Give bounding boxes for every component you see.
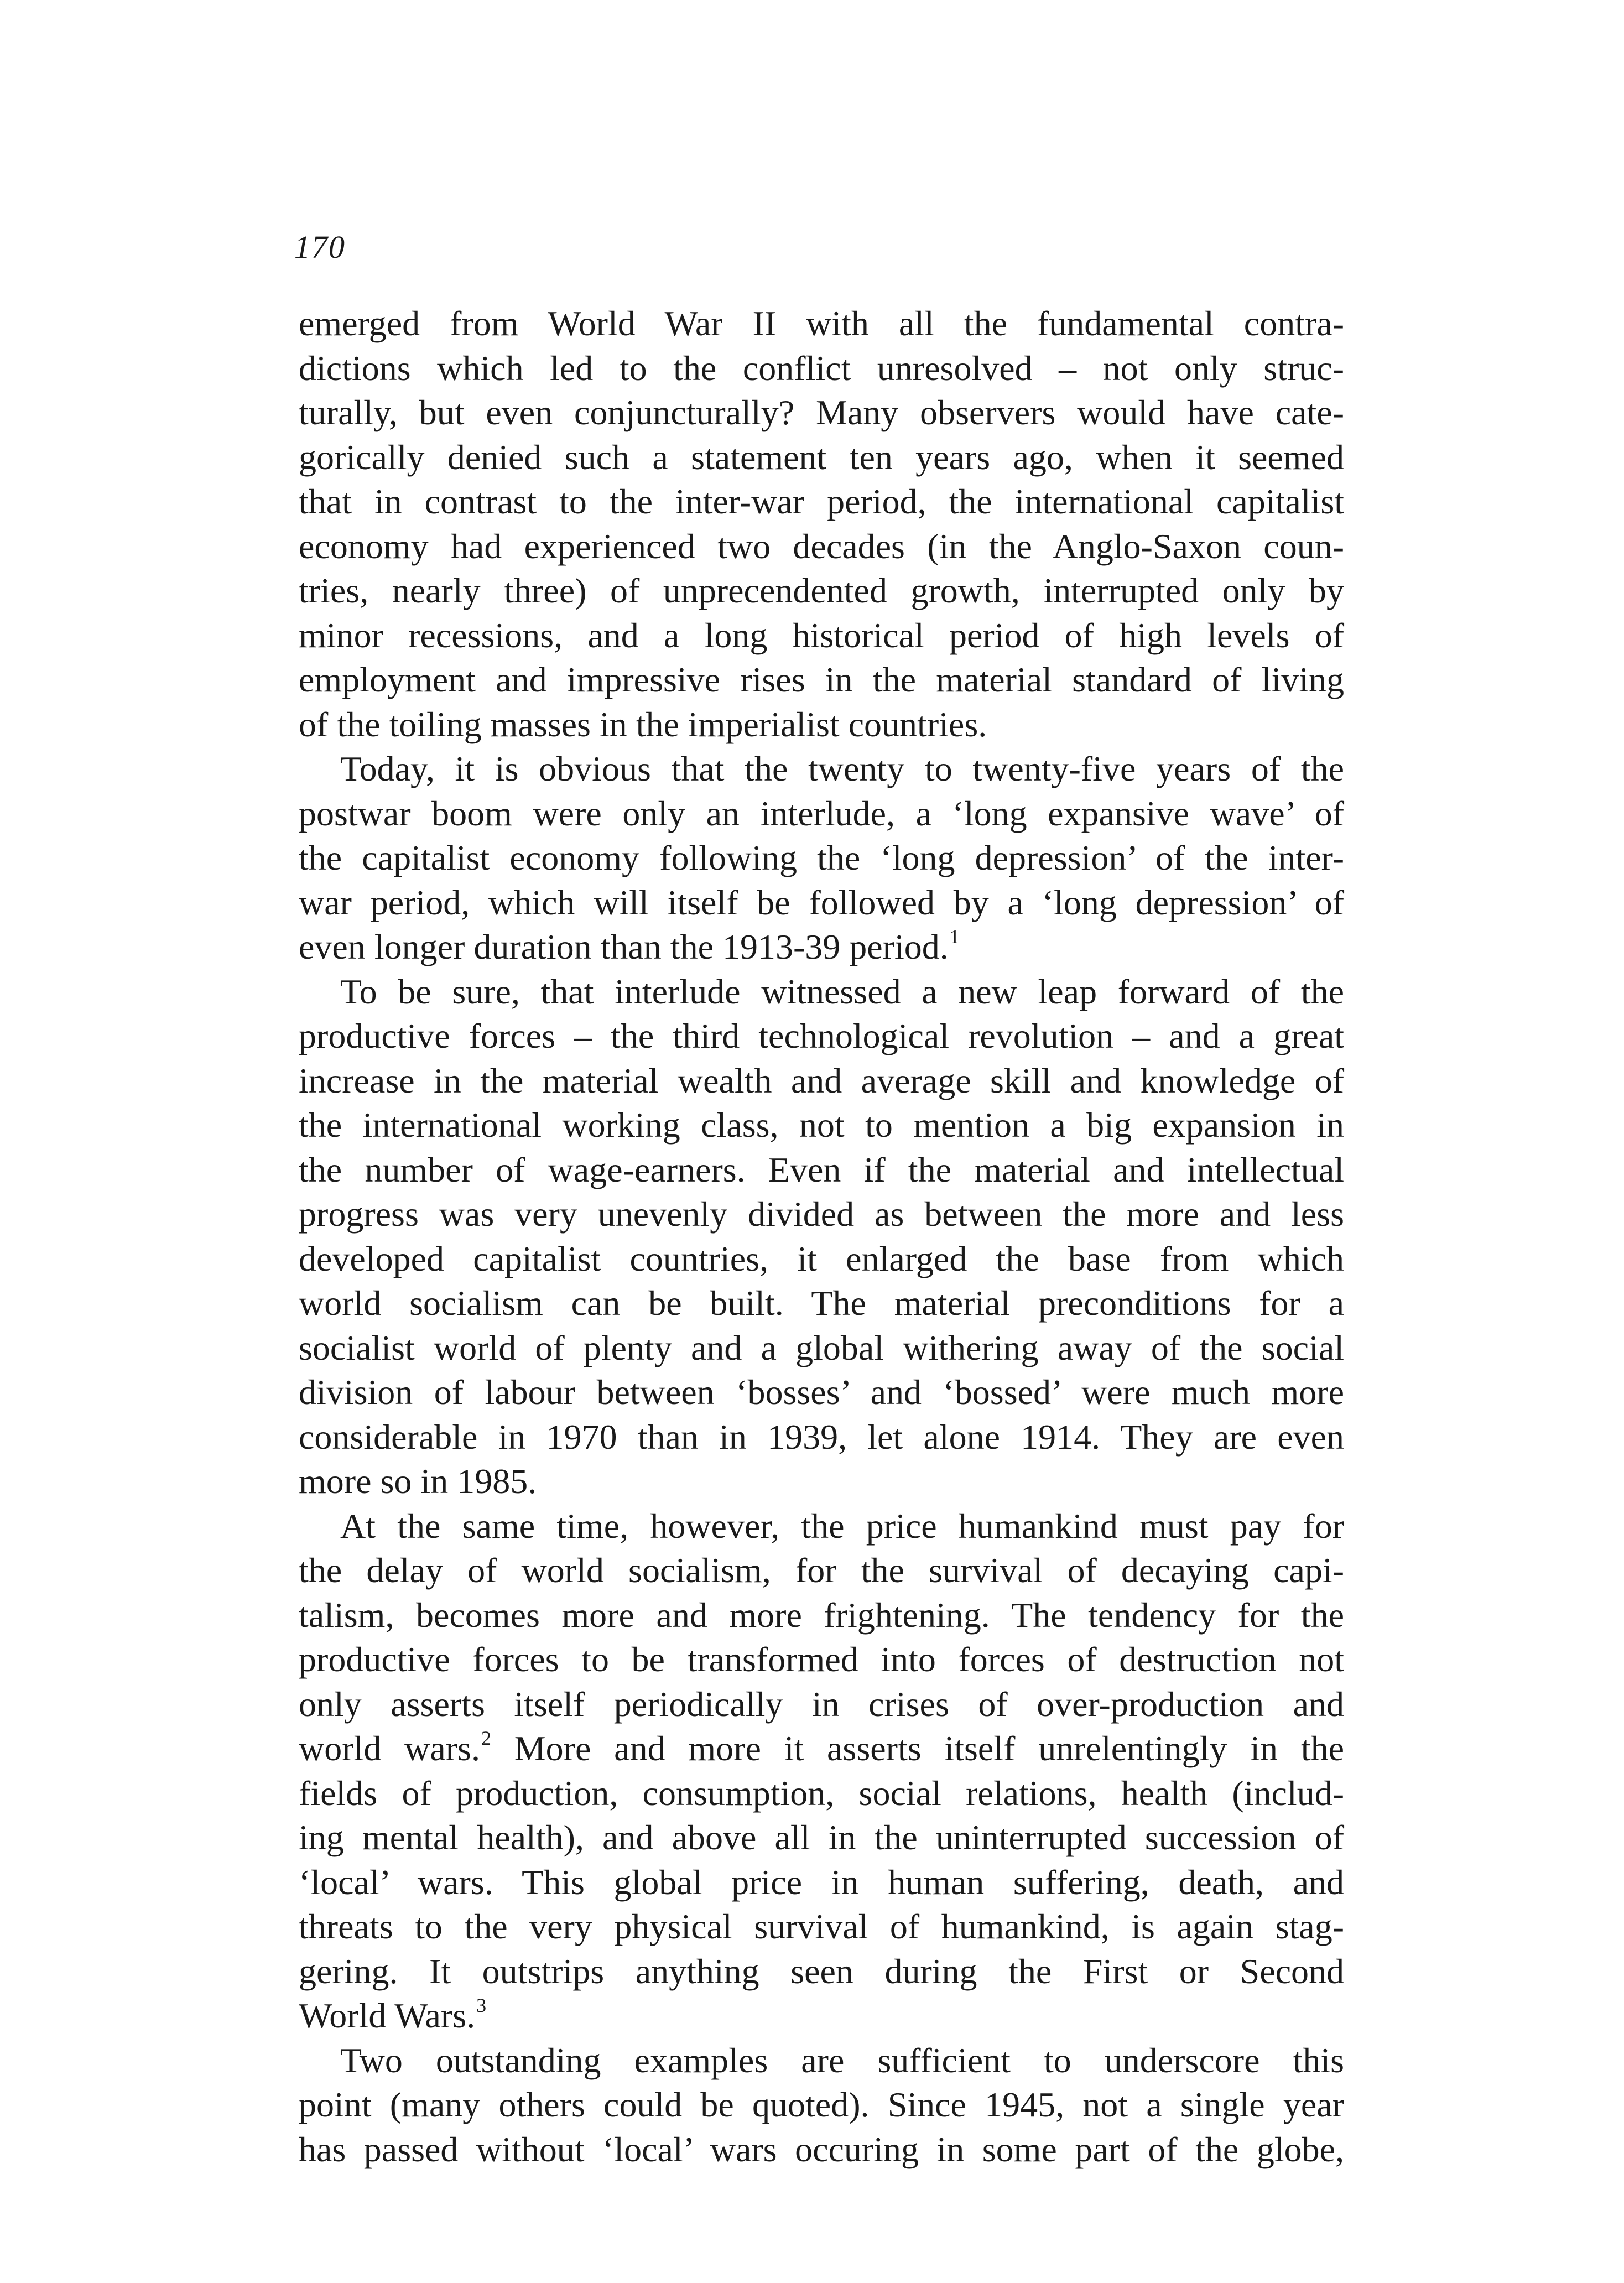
text-line: gorically denied such a statement ten years ago, when it seemed bbox=[299, 437, 1344, 477]
text-line: the capitalist economy following the ‘long depression’ of the inter- bbox=[299, 838, 1344, 877]
text-line: the number of wage-earners. Even if the material and intellectual bbox=[299, 1150, 1344, 1189]
text-line-content: world wars. bbox=[299, 1729, 480, 1768]
paragraph-start-line: At the same time, however, the price humankind must pay for bbox=[340, 1506, 1344, 1546]
footnote-marker-1: 1 bbox=[949, 925, 960, 948]
paragraph-start-line: Two outstanding examples are sufficient to underscore this bbox=[340, 2040, 1344, 2080]
text-line: point (many others could be quoted). Since 1945, not a single year bbox=[299, 2085, 1344, 2124]
page-number: 170 bbox=[294, 229, 346, 265]
text-line: division of labour between ‘bosses’ and ‘bossed’ were much more bbox=[299, 1372, 1344, 1412]
text-line: talism, becomes more and more frightening. The tendency for the bbox=[299, 1595, 1344, 1635]
text-line: postwar boom were only an interlude, a ‘long expansive wave’ of bbox=[299, 793, 1344, 833]
text-line: increase in the material wealth and average skill and knowledge of bbox=[299, 1060, 1344, 1100]
text-line-with-footnote bbox=[299, 1994, 1344, 2038]
paragraph-start-line: Today, it is obvious that the twenty to twenty-five years of the bbox=[340, 749, 1344, 788]
text-line: the international working class, not to mention a big expansion in bbox=[299, 1105, 1344, 1145]
text-line: the delay of world socialism, for the survival of decaying capi- bbox=[299, 1551, 1344, 1590]
text-line: ‘local’ wars. This global price in human suffering, death, and bbox=[299, 1862, 1344, 1902]
text-line: that in contrast to the inter-war period, the international capitalist bbox=[299, 482, 1344, 521]
text-line: progress was very unevenly divided as between the more and less bbox=[299, 1194, 1344, 1234]
text-line: has passed without ‘local’ wars occuring in some part of the globe, bbox=[299, 2129, 1344, 2169]
footnote-marker-2: 2 bbox=[481, 1727, 491, 1749]
text-line: of the toiling masses in the imperialist countries. bbox=[299, 704, 987, 744]
text-line: war period, which will itself be followed by a ‘long depression’ of bbox=[299, 882, 1344, 922]
body-text bbox=[299, 301, 1344, 2172]
text-line: productive forces – the third technological revolution – and a great bbox=[299, 1016, 1344, 1055]
paragraph-start-line: To be sure, that interlude witnessed a new leap forward of the bbox=[340, 971, 1344, 1011]
text-line: minor recessions, and a long historical period of high levels of bbox=[299, 615, 1344, 655]
text-line: ing mental health), and above all in the uninterrupted succession of bbox=[299, 1818, 1344, 1857]
text-line: emerged from World War II with all the fundamental contra- bbox=[299, 304, 1344, 343]
text-line-content: More and more it asserts itself unrelentingly in the bbox=[491, 1729, 1345, 1768]
text-line-with-footnote bbox=[299, 1726, 1344, 1771]
text-line: turally, but even conjuncturally? Many observers would have cate- bbox=[299, 393, 1344, 432]
text-line-with-footnote bbox=[299, 925, 1344, 970]
text-line-content: World Wars. bbox=[299, 1996, 476, 2035]
text-line: economy had experienced two decades (in the Anglo-Saxon coun- bbox=[299, 526, 1344, 566]
text-line-content: even longer duration than the 1913-39 period. bbox=[299, 927, 949, 966]
text-line: dictions which led to the conflict unresolved – not only struc- bbox=[299, 348, 1344, 388]
text-line: more so in 1985. bbox=[299, 1462, 537, 1501]
text-line: gering. It outstrips anything seen during the First or Second bbox=[299, 1951, 1344, 1991]
text-line: socialist world of plenty and a global withering away of the social bbox=[299, 1328, 1344, 1367]
text-line: employment and impressive rises in the material standard of living bbox=[299, 660, 1344, 699]
text-line: tries, nearly three) of unprecendented growth, interrupted only by bbox=[299, 571, 1344, 610]
text-line: considerable in 1970 than in 1939, let alone 1914. They are even bbox=[299, 1417, 1344, 1457]
text-line: only asserts itself periodically in crises of over-production and bbox=[299, 1684, 1344, 1724]
text-line: threats to the very physical survival of humankind, is again stag- bbox=[299, 1907, 1344, 1946]
footnote-marker-3: 3 bbox=[476, 1994, 487, 2016]
text-line: fields of production, consumption, social relations, health (includ- bbox=[299, 1773, 1344, 1813]
text-line: world socialism can be built. The material preconditions for a bbox=[299, 1283, 1344, 1323]
text-line: productive forces to be transformed into forces of destruction not bbox=[299, 1640, 1344, 1679]
text-line: developed capitalist countries, it enlarged the base from which bbox=[299, 1239, 1344, 1278]
